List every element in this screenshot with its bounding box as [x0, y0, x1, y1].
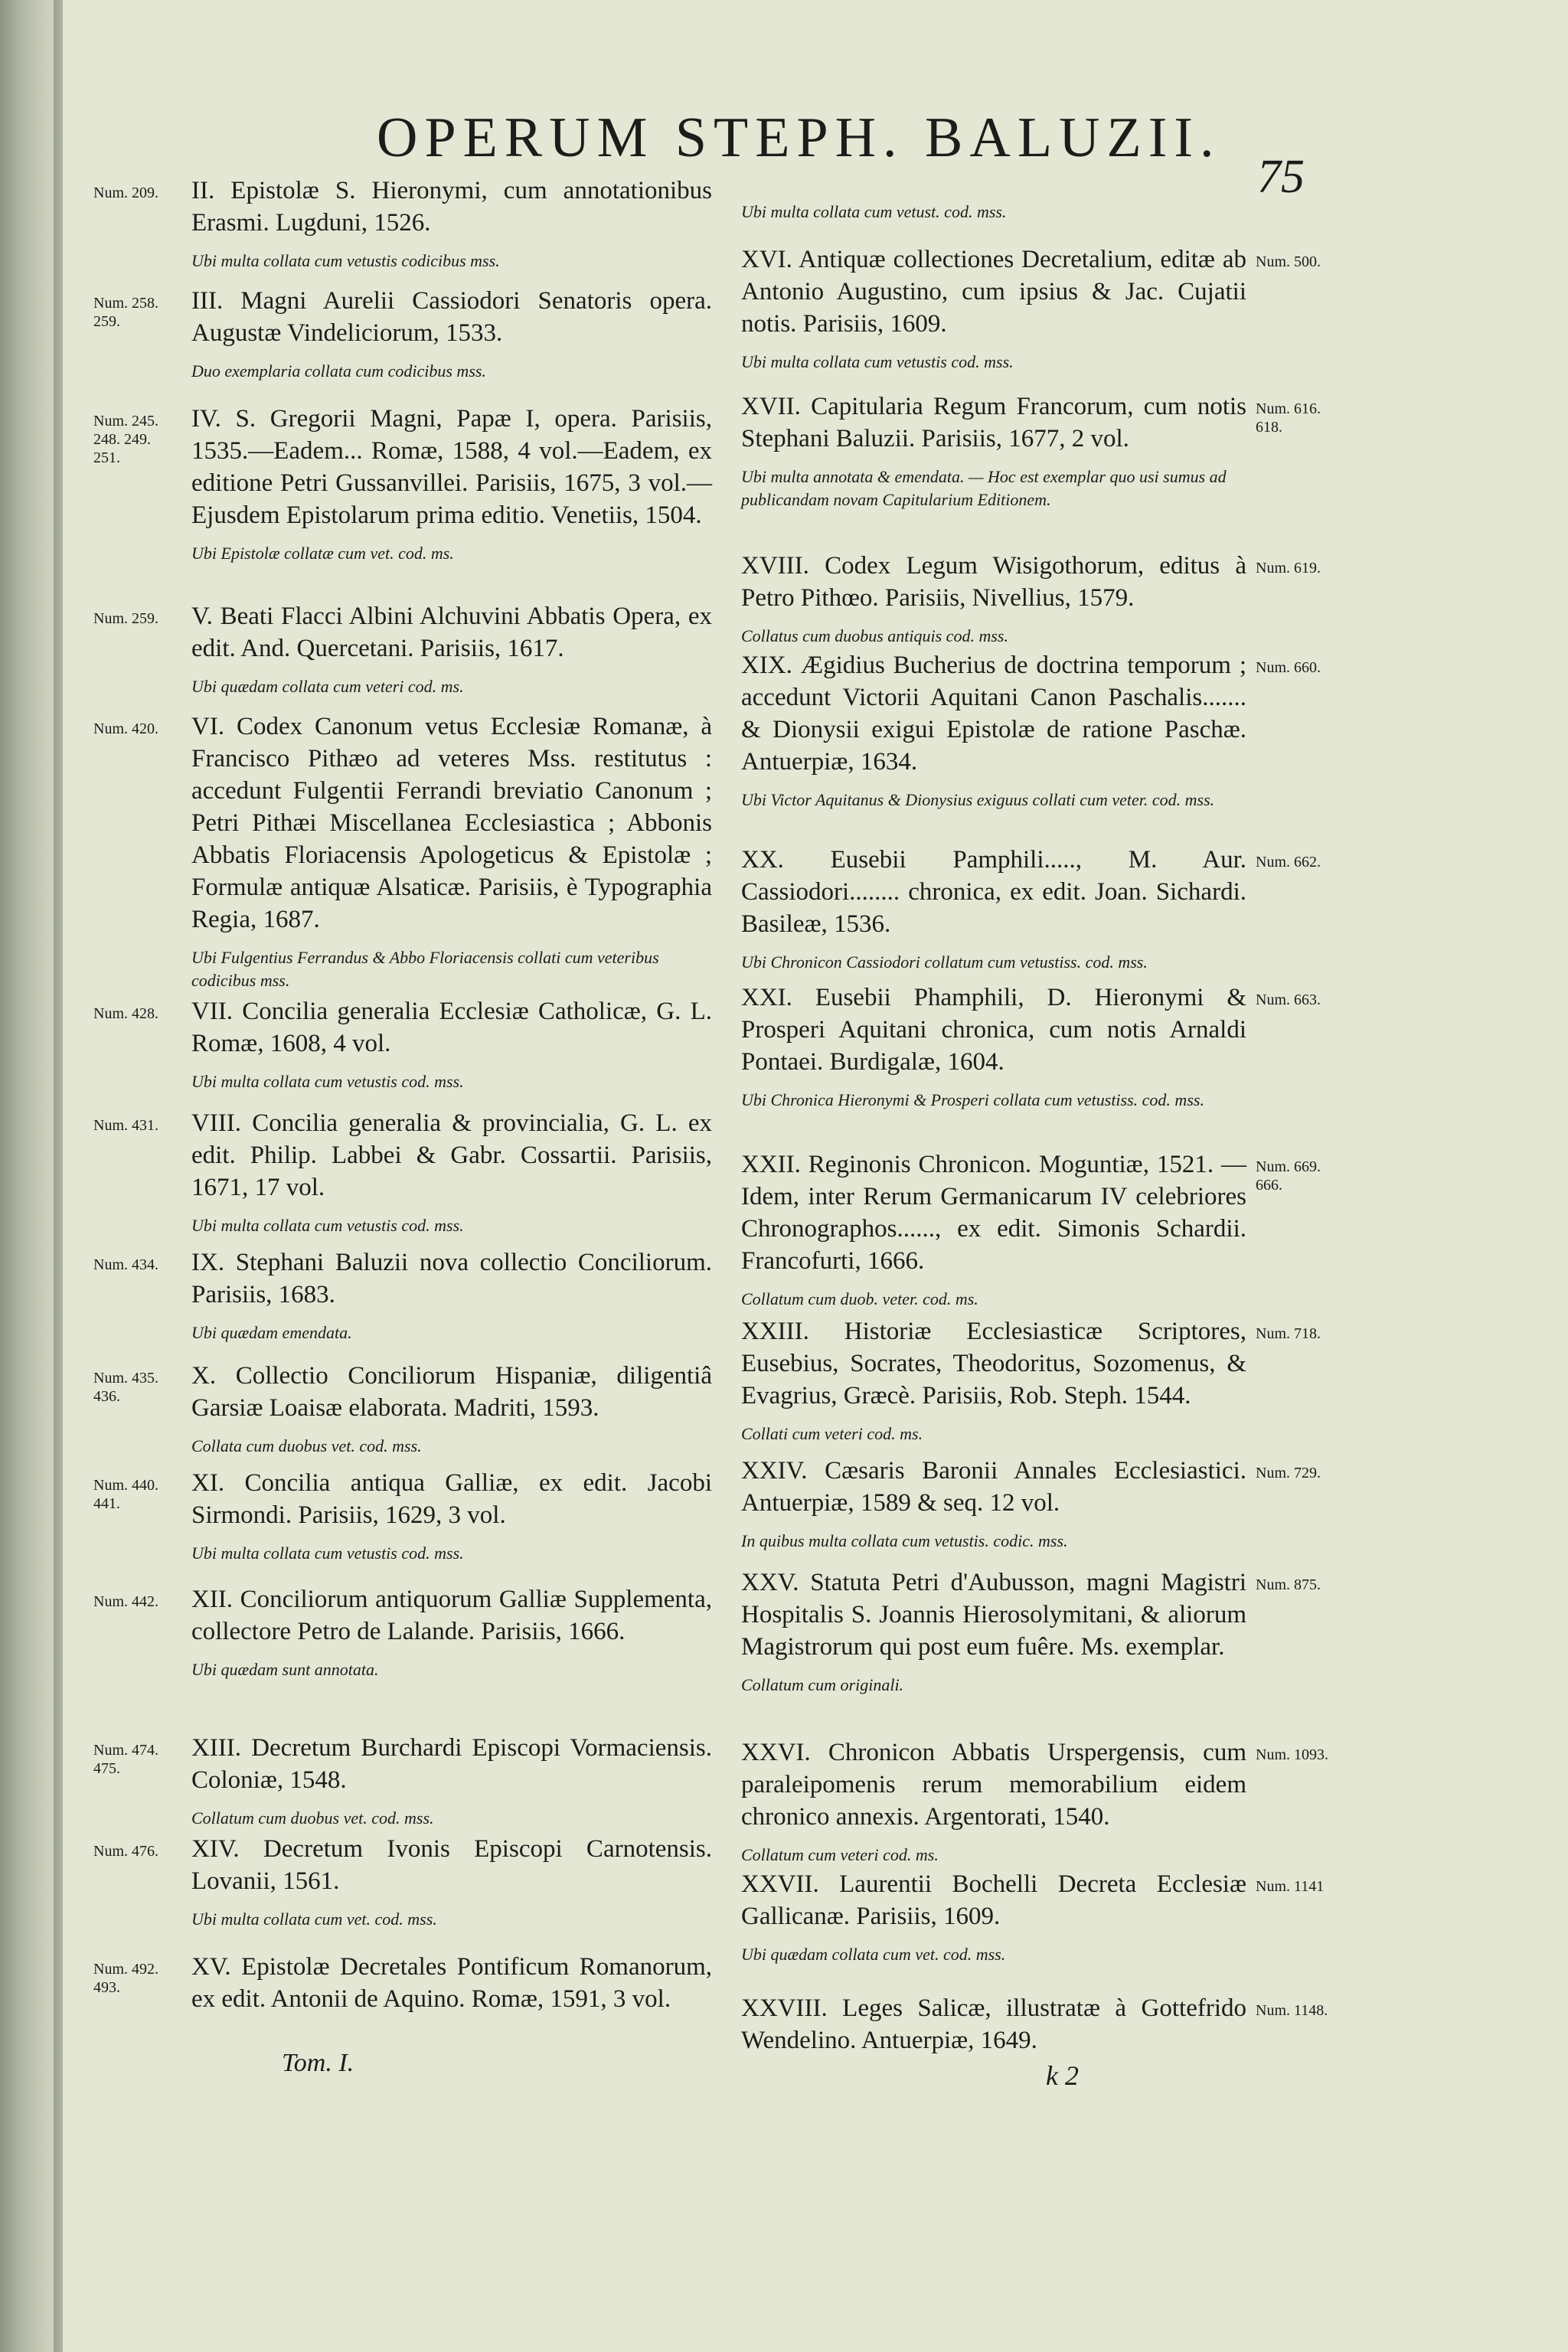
catalog-entry: [191, 1833, 712, 1931]
entry-title: XVI. Antiquæ collectiones Decretalium, editæ ab Antonio Augustino, cum ipsius & Jac. Cujatii notis. Parisiis, 1609.: [741, 246, 1246, 338]
entry-note: Ubi quædam collata cum veteri cod. ms.: [191, 677, 464, 696]
catalog-number: Num. 245. 248. 249. 251.: [93, 413, 158, 466]
entry-title: VII. Concilia generalia Ecclesiæ Catholicæ, G. L. Romæ, 1608, 4 vol.: [191, 998, 712, 1057]
entry-title: XXIII. Historiæ Ecclesiasticæ Scriptores, Eusebius, Socrates, Theodoritus, Sozomenus, & Evagrius, Græcè. Parisiis, Rob. Steph. 1544.: [741, 1318, 1246, 1410]
entry-note: Collatum cum duob. veter. cod. ms.: [741, 1289, 978, 1308]
catalog-entry: [741, 1868, 1246, 1966]
entry-note: Ubi quædam emendata.: [191, 1323, 352, 1342]
entry-title: X. Collectio Conciliorum Hispaniæ, diligentiâ Garsiæ Loaisæ elaborata. Madriti, 1593.: [191, 1362, 712, 1422]
catalog-entry: [191, 995, 712, 1093]
entry-note: Duo exemplaria collata cum codicibus mss.: [191, 361, 486, 381]
catalog-entry: [741, 1455, 1246, 1553]
entry-note: Collati cum veteri cod. ms.: [741, 1424, 923, 1443]
entry-title: IV. S. Gregorii Magni, Papæ I, opera. Parisiis, 1535.—Eadem... Romæ, 1588, 4 vol.—Eadem, ex editione Petri Gussanvillei. Parisiis, 1675, 3 vol.—Ejusdem Epistolarum prima editio. Venetiis, 1504.: [191, 405, 712, 529]
catalog-entry: [741, 844, 1246, 974]
catalog-entry: [191, 1246, 712, 1344]
entry-title: III. Magni Aurelii Cassiodori Senatoris opera. Augustæ Vindeliciorum, 1533.: [191, 287, 712, 347]
catalog-entry: [741, 390, 1246, 511]
catalog-number: Num. 660.: [1256, 659, 1321, 676]
entry-title: VIII. Concilia generalia & provincialia, G. L. ex edit. Philip. Labbei & Gabr. Cossartii. Parisiis, 1671, 17 vol.: [191, 1109, 712, 1201]
entry-title: XIX. Ægidius Bucherius de doctrina temporum ; accedunt Victorii Aquitani Canon Paschalis....... & Dionysii exigui Epistolæ de ratione Paschæ. Antuerpiæ, 1634.: [741, 652, 1246, 776]
catalog-number: Num. 662.: [1256, 854, 1321, 871]
entry-title: XXVII. Laurentii Bochelli Decreta Ecclesiæ Gallicanæ. Parisiis, 1609.: [741, 1870, 1246, 1930]
entry-title: XIII. Decretum Burchardi Episcopi Vormaciensis. Coloniæ, 1548.: [191, 1734, 712, 1794]
catalog-number: Num. 209.: [93, 185, 158, 201]
entry-title: XI. Concilia antiqua Galliæ, ex edit. Jacobi Sirmondi. Parisiis, 1629, 3 vol.: [191, 1469, 712, 1529]
catalog-entry: [741, 201, 1246, 224]
entry-note: Ubi multa collata cum vetustis cod. mss.: [741, 352, 1014, 371]
catalog-entry: [191, 175, 712, 273]
entry-title: XXII. Reginonis Chronicon. Moguntiæ, 1521. — Idem, inter Rerum Germanicarum IV celebriores Chronographos......, ex edit. Simonis Schardii. Francofurti, 1666.: [741, 1151, 1246, 1275]
entry-note: Ubi multa annotata & emendata. — Hoc est exemplar quo usi sumus ad publicandam novam Capitularium Editionem.: [741, 467, 1227, 509]
entry-note: Collatum cum originali.: [741, 1675, 904, 1694]
catalog-number: Num. 474. 475.: [93, 1742, 158, 1777]
catalog-number: Num. 428.: [93, 1005, 158, 1022]
catalog-entry: [191, 1107, 712, 1237]
catalog-entry: [191, 1360, 712, 1458]
catalog-entry: [191, 710, 712, 992]
catalog-number: Num. 420.: [93, 720, 158, 737]
entry-note: Ubi multa collata cum vetust. cod. mss.: [741, 202, 1007, 221]
entry-title: IX. Stephani Baluzii nova collectio Conciliorum. Parisiis, 1683.: [191, 1249, 712, 1308]
catalog-entry: [741, 1315, 1246, 1446]
catalog-number: Num. 1093.: [1256, 1746, 1328, 1763]
catalog-entry: [741, 1148, 1246, 1311]
entry-title: XXV. Statuta Petri d'Aubusson, magni Magistri Hospitalis S. Joannis Hierosolymitani, & aliorum Magistrorum qui post eum fuêre. Ms. exemplar.: [741, 1569, 1246, 1661]
catalog-entry: [741, 1566, 1246, 1697]
catalog-entry: [191, 403, 712, 565]
entry-note: Collatum cum veteri cod. ms.: [741, 1845, 939, 1864]
entry-title: XXVI. Chronicon Abbatis Urspergensis, cum paraleipomenis rerum memorabilium eidem chronico annexis. Argentorati, 1540.: [741, 1739, 1246, 1831]
entry-note: Collatum cum duobus vet. cod. mss.: [191, 1808, 434, 1828]
catalog-number: Num. 616. 618.: [1256, 400, 1321, 436]
catalog-entry: [191, 1951, 712, 2015]
entry-title: II. Epistolæ S. Hieronymi, cum annotationibus Erasmi. Lugduni, 1526.: [191, 177, 712, 237]
catalog-entry: [191, 600, 712, 698]
entry-note: In quibus multa collata cum vetustis. codic. mss.: [741, 1531, 1068, 1550]
entry-title: XVII. Capitularia Regum Francorum, cum notis Stephani Baluzii. Parisiis, 1677, 2 vol.: [741, 393, 1246, 452]
catalog-number: Num. 875.: [1256, 1576, 1321, 1593]
entry-note: Ubi Victor Aquitanus & Dionysius exiguus collati cum veter. cod. mss.: [741, 790, 1215, 809]
entry-note: Ubi multa collata cum vetustis codicibus mss.: [191, 251, 500, 270]
volume-mark: Tom. I.: [282, 2049, 354, 2077]
catalog-entry: [741, 649, 1246, 812]
entry-note: Ubi Epistolæ collatæ cum vet. cod. ms.: [191, 544, 454, 563]
catalog-number: Num. 1141: [1256, 1878, 1325, 1895]
catalog-entry: [741, 1736, 1246, 1867]
catalog-number: Num. 492. 493.: [93, 1961, 158, 1996]
entry-title: XXI. Eusebii Phamphili, D. Hieronymi & Prosperi Aquitani chronica, cum notis Arnaldi Pontaei. Burdigalæ, 1604.: [741, 984, 1246, 1076]
page-header: OPERUM STEPH. BALUZII.: [377, 106, 1221, 169]
catalog-entry: [191, 1467, 712, 1565]
catalog-number: Num. 431.: [93, 1117, 158, 1134]
catalog-number: Num. 442.: [93, 1593, 158, 1610]
entry-title: XXIV. Cæsaris Baronii Annales Ecclesiastici. Antuerpiæ, 1589 & seq. 12 vol.: [741, 1457, 1246, 1517]
entry-title: XXVIII. Leges Salicæ, illustratæ à Gottefrido Wendelino. Antuerpiæ, 1649.: [741, 1994, 1246, 2054]
entry-note: Ubi Chronica Hieronymi & Prosperi collata cum vetustiss. cod. mss.: [741, 1090, 1204, 1109]
entry-note: Ubi multa collata cum vetustis cod. mss.: [191, 1072, 464, 1091]
catalog-entry: [741, 1992, 1246, 2056]
page-number: 75: [1257, 151, 1305, 203]
catalog-number: Num. 500.: [1256, 253, 1321, 270]
entry-title: XIV. Decretum Ivonis Episcopi Carnotensis. Lovanii, 1561.: [191, 1835, 712, 1895]
entry-title: XV. Epistolæ Decretales Pontificum Romanorum, ex edit. Antonii de Aquino. Romæ, 1591, 3 vol.: [191, 1953, 712, 2013]
entry-note: Ubi multa collata cum vet. cod. mss.: [191, 1909, 437, 1929]
entry-note: Ubi quædam collata cum vet. cod. mss.: [741, 1945, 1006, 1964]
catalog-number: Num. 619.: [1256, 560, 1321, 577]
entry-title: XII. Conciliorum antiquorum Galliæ Supplementa, collectore Petro de Lalande. Parisiis, 1666.: [191, 1586, 712, 1645]
catalog-entry: [191, 1732, 712, 1830]
catalog-entry: [741, 243, 1246, 374]
catalog-number: Num. 669. 666.: [1256, 1158, 1321, 1194]
entry-note: Ubi Fulgentius Ferrandus & Abbo Floriacensis collati cum veteribus codicibus mss.: [191, 948, 659, 990]
catalog-number: Num. 663.: [1256, 991, 1321, 1008]
catalog-number: Num. 718.: [1256, 1325, 1321, 1342]
catalog-entry: [191, 1583, 712, 1681]
entry-title: VI. Codex Canonum vetus Ecclesiæ Romanæ, à Francisco Pithæo ad veteres Mss. restitutus : accedunt Fulgentii Ferrandi breviatio Canonum ; Petri Pithæi Miscellanea Ecclesiastica ; Abbonis Abbatis Floriacensis Apologeticus & Epistolæ ; Formulæ antiquæ Alsaticæ. Parisiis, è Typographia Regia, 1687.: [191, 713, 712, 933]
catalog-number: Num. 440. 441.: [93, 1477, 158, 1512]
entry-note: Ubi multa collata cum vetustis cod. mss.: [191, 1216, 464, 1235]
catalog-number: Num. 434.: [93, 1256, 158, 1273]
entry-note: Ubi quædam sunt annotata.: [191, 1660, 379, 1679]
entry-note: Collatus cum duobus antiquis cod. mss.: [741, 626, 1008, 645]
signature-mark: k 2: [1046, 2060, 1079, 2091]
entry-title: XX. Eusebii Pamphili....., M. Aur. Cassiodori........ chronica, ex edit. Joan. Sichardi. Basileæ, 1536.: [741, 846, 1246, 938]
catalog-entry: [741, 982, 1246, 1112]
catalog-number: Num. 476.: [93, 1843, 158, 1860]
entry-title: XVIII. Codex Legum Wisigothorum, editus à Petro Pithœo. Parisiis, Nivellius, 1579.: [741, 552, 1246, 612]
catalog-number: Num. 259.: [93, 610, 158, 627]
catalog-number: Num. 1148.: [1256, 2002, 1328, 2019]
entry-note: Ubi Chronicon Cassiodori collatum cum vetustiss. cod. mss.: [741, 952, 1148, 972]
catalog-number: Num. 258. 259.: [93, 295, 158, 330]
entry-note: Ubi multa collata cum vetustis cod. mss.: [191, 1544, 464, 1563]
catalog-entry: [741, 550, 1246, 648]
entry-title: V. Beati Flacci Albini Alchuvini Abbatis Opera, ex edit. And. Quercetani. Parisiis, 1617.: [191, 603, 712, 662]
entry-note: Collata cum duobus vet. cod. mss.: [191, 1436, 422, 1455]
catalog-number: Num. 435. 436.: [93, 1370, 158, 1405]
catalog-number: Num. 729.: [1256, 1465, 1321, 1481]
catalog-entry: [191, 285, 712, 383]
